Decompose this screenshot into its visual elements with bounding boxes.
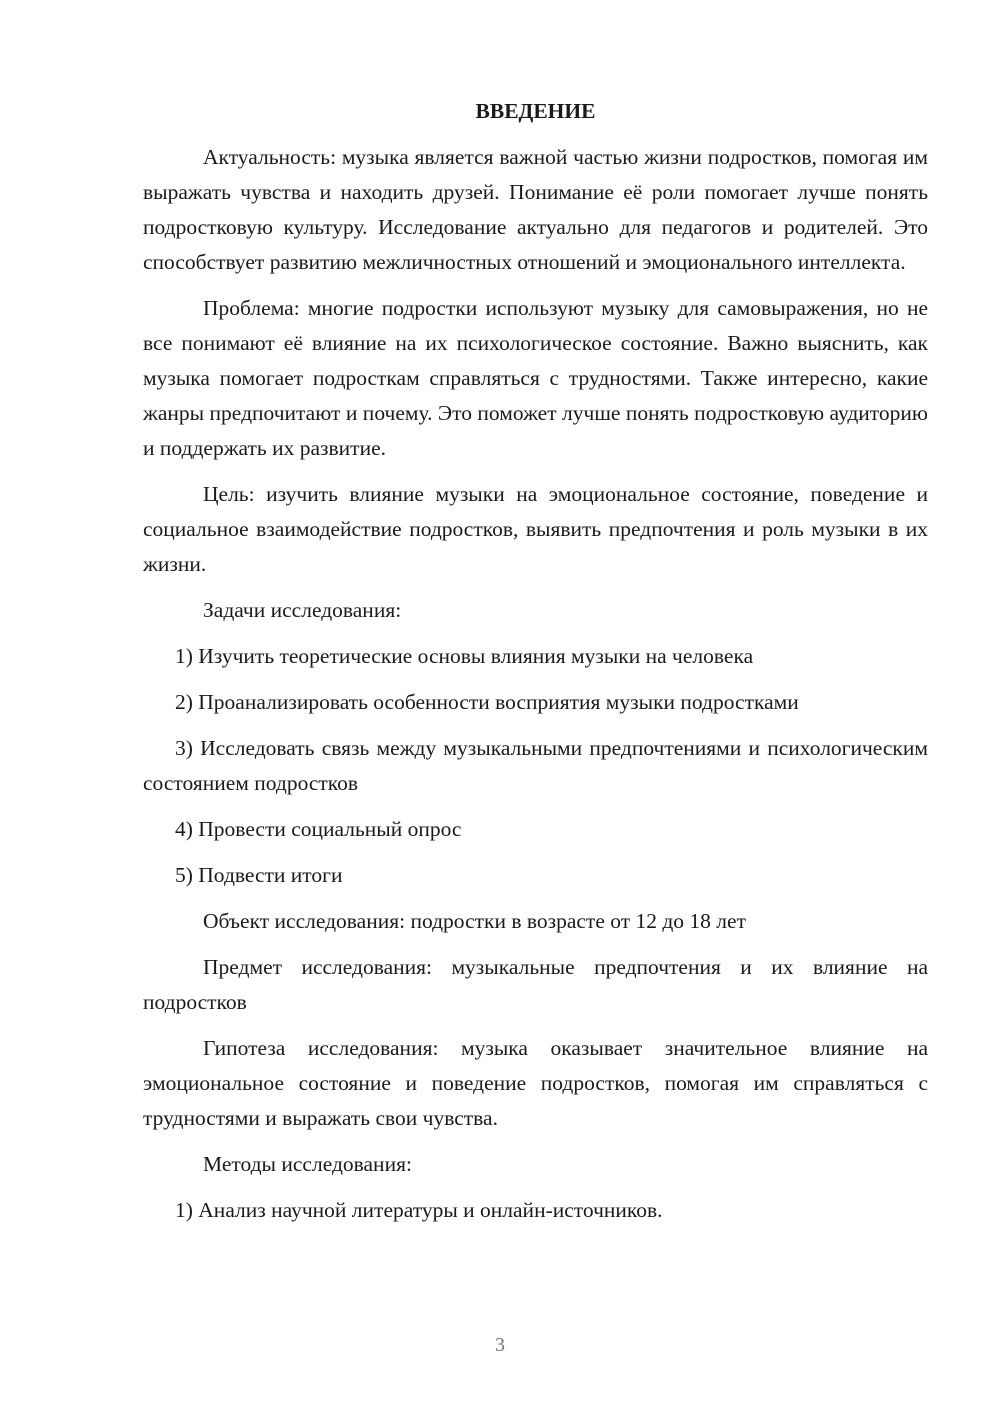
problem-paragraph: Проблема: многие подростки используют музыку для самовыражения, но не все понимают её влияние на их психологическое состояние. Важно выяснить, как музыка помогает подросткам справляться с трудностями. Также интересно, какие жанры предпочитают и почему. Это поможет лучше понять подростковую аудиторию и поддержать их развитие. [143, 296, 928, 460]
task-item-4: 4) Провести социальный опрос [175, 817, 462, 841]
goal-paragraph: Цель: изучить влияние музыки на эмоциональное состояние, поведение и социальное взаимодействие подростков, выявить предпочтения и роль музыки в их жизни. [143, 482, 928, 576]
hypothesis-paragraph: Гипотеза исследования: музыка оказывает значительное влияние на эмоциональное состояние и поведение подростков, помогая им справляться с трудностями и выражать свои чувства. [143, 1036, 928, 1130]
document-page [143, 92, 928, 1239]
methods-heading: Методы исследования: [203, 1152, 412, 1176]
object-paragraph: Объект исследования: подростки в возрасте от 12 до 18 лет [203, 909, 746, 933]
task-item-5: 5) Подвести итоги [175, 863, 343, 887]
page-number: 3 [495, 1334, 505, 1356]
subject-paragraph: Предмет исследования: музыкальные предпочтения и их влияние на подростков [143, 955, 928, 1014]
task-item-3: 3) Исследовать связь между музыкальными предпочтениями и психологическим состоянием подростков [143, 736, 928, 795]
method-item-1: 1) Анализ научной литературы и онлайн-источников. [175, 1198, 663, 1222]
relevance-paragraph: Актуальность: музыка является важной частью жизни подростков, помогая им выражать чувства и находить друзей. Понимание её роли помогает лучше понять подростковую культуру. Исследование актуально для педагогов и родителей. Это способствует развитию межличностных отношений и эмоционального интеллекта. [143, 145, 928, 274]
page-title: ВВЕДЕНИЕ [475, 99, 596, 123]
task-item-1: 1) Изучить теоретические основы влияния музыки на человека [175, 644, 754, 668]
task-item-2: 2) Проанализировать особенности восприятия музыки подростками [175, 690, 799, 714]
tasks-heading: Задачи исследования: [203, 598, 402, 622]
